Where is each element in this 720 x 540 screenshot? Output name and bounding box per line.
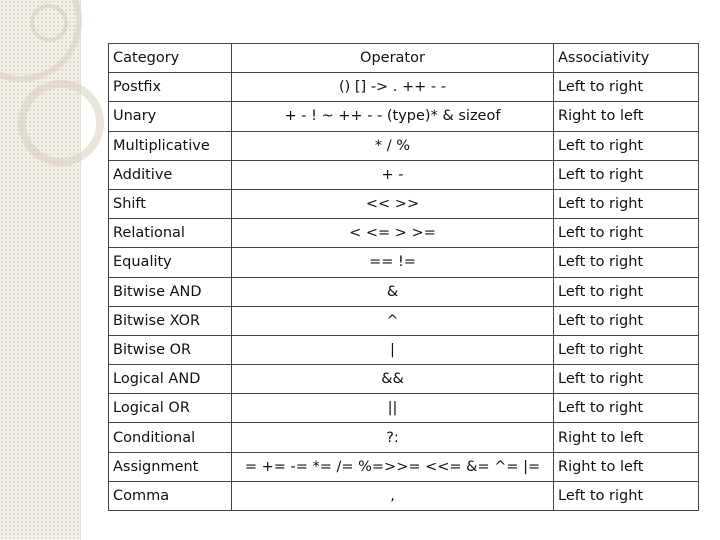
table-row [109,277,699,306]
table-row [109,219,699,248]
table-row [109,306,699,335]
operator-cell: * / % [232,131,554,160]
category-cell: Equality [109,248,232,277]
associativity-cell: Left to right [554,394,699,423]
category-cell: Unary [109,102,232,131]
table-row [109,189,699,218]
operator-cell: ?: [232,423,554,452]
category-cell: Bitwise AND [109,277,232,306]
category-cell: Assignment [109,452,232,481]
operator-cell: && [232,365,554,394]
associativity-cell: Left to right [554,248,699,277]
table-row [109,423,699,452]
associativity-cell: Right to left [554,423,699,452]
table-row [109,102,699,131]
category-cell: Logical AND [109,365,232,394]
associativity-cell: Right to left [554,102,699,131]
table-row [109,365,699,394]
associativity-cell: Left to right [554,73,699,102]
associativity-cell: Left to right [554,219,699,248]
operator-cell: | [232,335,554,364]
associativity-cell: Left to right [554,365,699,394]
category-cell: Multiplicative [109,131,232,160]
operator-cell: + - [232,160,554,189]
operator-cell: == != [232,248,554,277]
header-associativity: Associativity [554,44,699,73]
associativity-cell: Right to left [554,452,699,481]
table-row [109,160,699,189]
operator-precedence-table [108,43,699,511]
associativity-cell: Left to right [554,481,699,510]
category-cell: Additive [109,160,232,189]
category-cell: Bitwise OR [109,335,232,364]
operator-cell: || [232,394,554,423]
category-cell: Bitwise XOR [109,306,232,335]
category-cell: Comma [109,481,232,510]
associativity-cell: Left to right [554,131,699,160]
category-cell: Conditional [109,423,232,452]
table-row [109,73,699,102]
header-operator: Operator [232,44,554,73]
decorative-ring [30,4,68,42]
associativity-cell: Left to right [554,160,699,189]
associativity-cell: Left to right [554,189,699,218]
table-row [109,131,699,160]
header-category: Category [109,44,232,73]
operator-cell: ^ [232,306,554,335]
operator-cell: () [] -> . ++ - - [232,73,554,102]
operator-cell: & [232,277,554,306]
table-row [109,452,699,481]
operator-cell: << >> [232,189,554,218]
associativity-cell: Left to right [554,335,699,364]
associativity-cell: Left to right [554,306,699,335]
decorative-ring [18,80,104,166]
operator-cell: + - ! ~ ++ - - (type)* & sizeof [232,102,554,131]
category-cell: Shift [109,189,232,218]
table-row [109,248,699,277]
table-row [109,481,699,510]
table-header-row [109,44,699,73]
operator-cell: = += -= *= /= %=>>= <<= &= ^= |= [232,452,554,481]
associativity-cell: Left to right [554,277,699,306]
operator-cell: , [232,481,554,510]
table-row [109,335,699,364]
table-row [109,394,699,423]
category-cell: Relational [109,219,232,248]
category-cell: Postfix [109,73,232,102]
operator-cell: < <= > >= [232,219,554,248]
category-cell: Logical OR [109,394,232,423]
